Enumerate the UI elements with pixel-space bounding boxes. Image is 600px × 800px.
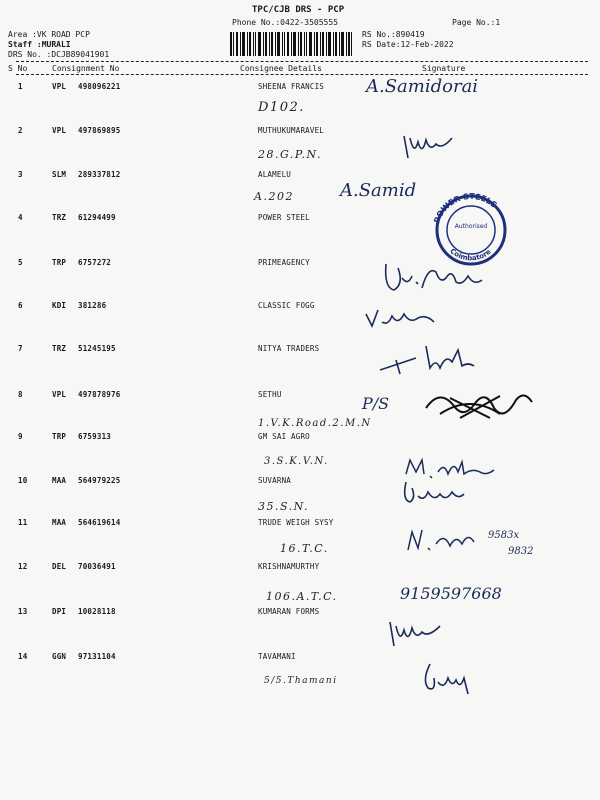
row-consignment-number: 497869895 [78,126,121,135]
row-consignee: PRIMEAGENCY [258,258,310,267]
row-consignee: SETHU [258,390,282,399]
row-consignee: TAVAMANI [258,652,296,661]
row-sno: 9 [18,432,23,441]
row-consignment-number: 6757272 [78,258,112,267]
row-sno: 11 [18,518,28,527]
row-sno: 2 [18,126,23,135]
row-consignment-number: 498096221 [78,82,121,91]
row-handwritten-note: 3.S.K.V.N. [264,456,329,467]
row-consignment-code: TRP [52,258,67,267]
rs-date: RS Date:12-Feb-2022 [362,40,454,49]
signature-scribble-9 [402,454,502,480]
row-consignment-code: MAA [52,476,67,485]
row-consignment-code: GGN [52,652,67,661]
row-sno: 14 [18,652,28,661]
row-consignment-number: 10028118 [78,607,116,616]
signature-scribble-2 [400,128,460,162]
row-consignment-number: 564979225 [78,476,121,485]
row-handwritten-note: 5/5.Thamani [264,676,338,686]
page-number: Page No.:1 [452,18,501,27]
row-sno: 5 [18,258,23,267]
row-handwritten-note: 1.V.K.Road.2.M.N [258,418,372,429]
row-consignee: SHEENA FRANCIS [258,82,325,91]
row-consignment-number: 6759313 [78,432,112,441]
row-consignee: SUVARNA [258,476,292,485]
row-consignee: KRISHNAMURTHY [258,562,320,571]
column-sno: S No [8,64,28,73]
row-consignment-number: 564619614 [78,518,121,527]
column-consignment: Consignment No [52,64,120,73]
row-handwritten-note: D102. [258,100,305,115]
row-sno: 8 [18,390,23,399]
row-consignee: POWER STEEL [258,213,310,222]
row-sno: 13 [18,607,28,616]
row-sno: 12 [18,562,28,571]
column-signature: Signature [422,64,466,73]
document-title: TPC/CJB DRS - PCP [252,5,345,15]
phone-number: Phone No.:0422-3505555 [232,18,338,27]
row-consignment-code: TRZ [52,344,67,353]
row-signature: A.Samid [340,180,417,201]
barcode [230,32,352,56]
signature-scribble-11 [404,520,554,560]
signature-scribble-10 [400,478,470,506]
row-sno: 4 [18,213,23,222]
row-signature: 9159597668 [400,584,502,603]
row-sno: 1 [18,82,23,91]
row-consignee: TRUDE WEIGH SYSY [258,518,334,527]
row-consignment-number: 70036491 [78,562,116,571]
rs-number: RS No.:890419 [362,30,425,39]
row-consignment-code: VPL [52,82,67,91]
row-consignment-code: VPL [52,126,67,135]
row-consignment-code: VPL [52,390,67,399]
row-consignee: NITYA TRADERS [258,344,320,353]
row-signature: P/S [362,394,390,413]
header-rule-bottom [16,74,588,75]
row-consignment-code: TRP [52,432,67,441]
row-sno: 10 [18,476,28,485]
row-consignment-code: DPI [52,607,67,616]
row-handwritten-note: 35.S.N. [258,500,310,513]
drs-number: DRS No. :DCJB89041901 [8,50,110,59]
row-signature: A.Samidorai [366,76,479,97]
row-sno: 6 [18,301,23,310]
column-consignee: Consignee Details [240,64,322,73]
svg-text:9583x: 9583x [488,530,520,541]
header-rule-top [16,61,588,62]
row-handwritten-note: 106.A.T.C. [266,590,338,603]
row-consignee: KUMARAN FORMS [258,607,320,616]
row-consignment-code: KDI [52,301,67,310]
stamp-bottom-text: Coimbatore [448,246,493,263]
row-consignment-number: 497878976 [78,390,121,399]
row-consignee: CLASSIC FOGG [258,301,315,310]
row-consignment-number: 289337812 [78,170,121,179]
row-sno: 3 [18,170,23,179]
row-consignment-code: SLM [52,170,67,179]
signature-scribble-5 [382,258,492,296]
row-sno: 7 [18,344,23,353]
company-stamp [428,190,514,266]
row-consignee: GM SAI AGRO [258,432,310,441]
row-consignment-code: TRZ [52,213,67,222]
svg-text:POWER STEELS [432,192,498,225]
area-label: Area :VK ROAD PCP [8,30,90,39]
signature-scribble-6 [362,300,442,330]
stamp-top-text: POWER STEELS [432,191,499,225]
row-consignee: ALAMELU [258,170,292,179]
staff-label: Staff :MURALI [8,40,71,49]
row-consignment-number: 97131104 [78,652,116,661]
row-handwritten-note: 28.G.P.N. [258,148,322,161]
svg-text:9832: 9832 [508,546,534,557]
row-handwritten-note: A.202 [254,190,294,203]
row-consignment-number: 51245195 [78,344,116,353]
row-consignee: MUTHUKUMARAVEL [258,126,325,135]
row-consignment-number: 61294499 [78,213,116,222]
signature-scribble-7 [376,340,476,378]
signature-scribble-14 [420,660,480,696]
row-handwritten-note: 16.T.C. [280,542,329,555]
signature-scribble-8 [420,384,540,426]
signature-scribble-13 [386,614,446,650]
row-consignment-number: 381286 [78,301,107,310]
stamp-middle-text: Authorised [454,223,488,230]
row-consignment-code: MAA [52,518,67,527]
row-consignment-code: DEL [52,562,67,571]
